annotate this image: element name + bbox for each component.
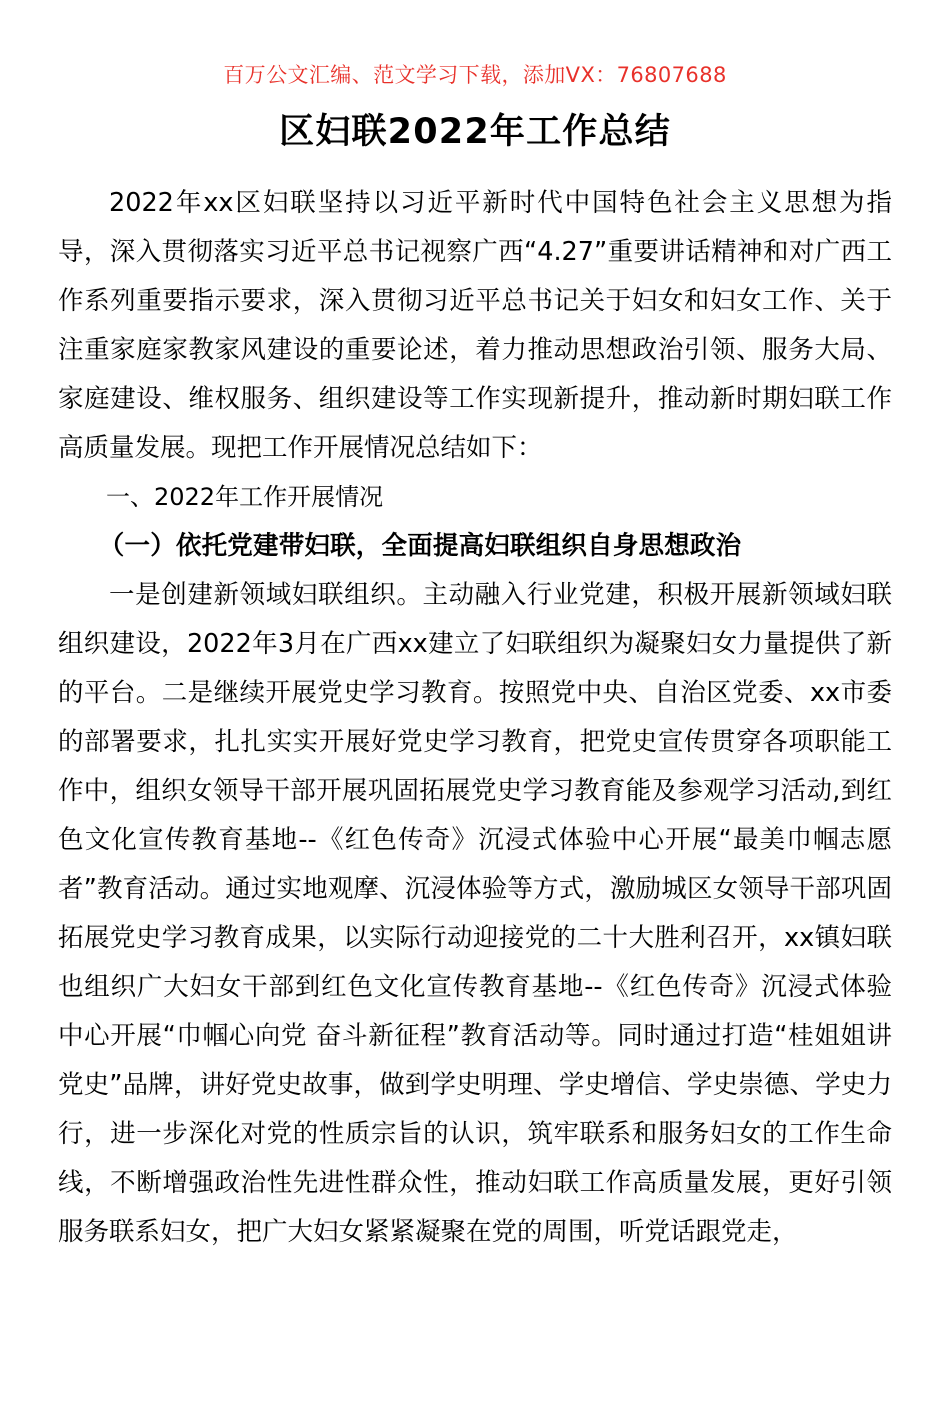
document-page — [0, 62, 950, 1406]
promo-banner: 百万公文汇编、范文学习下载，添加VX：76807688 — [223, 63, 727, 87]
page-title: 区妇联2022年工作总结 — [279, 112, 671, 153]
paragraph-intro: 2022年xx区妇联坚持以习近平新时代中国特色社会主义思想为指导，深入贯彻落实习近平总书记视察广西“4.27”重要讲话精神和对广西工作系列重要指示要求，深入贯彻习近平总书记关于妇女和妇女工作、关于注重家庭家教家风建设的重要论述，着力推动思想政治引领、服务大局、家庭建设、维权服务、组织建设等工作实现新提升，推动新时期妇联工作高质量发展。现把工作开展情况总结如下： — [58, 188, 892, 464]
paragraph-section-one-body: 一是创建新领域妇联组织。主动融入行业党建，积极开展新领域妇联组织建设，2022年3月在广西xx建立了妇联组织为凝聚妇女力量提供了新的平台。二是继续开展党史学习教育。按照党中央、自治区党委、xx市委的部署要求，扎扎实实开展好党史学习教育，把党史宣传贯穿各项职能工作中，组织女领导干部开展巩固拓展党史学习教育能及参观学习活动,到红色文化宣传教育基地--《红色传奇》沉浸式体验中心开展“最美巾帼志愿者”教育活动。通过实地观摩、沉浸体验等方式，激励城区女领导干部巩固拓展党史学习教育成果，以实际行动迎接党的二十大胜利召开，xx镇妇联也组织广大妇女干部到红色文化宣传教育基地--《红色传奇》沉浸式体验中心开展“巾帼心向党 奋斗新征程”教育活动等。同时通过打造“桂姐姐讲党史”品牌，讲好党史故事，做到学史明理、学史增信、学史崇德、学史力行，进一步深化对党的性质宗旨的认识，筑牢联系和服务妇女的工作生命线，不断增强政治性先进性群众性，推动妇联工作高质量发展，更好引领服务联系妇女，把广大妇女紧紧凝聚在党的周围，听党话跟党走， — [58, 580, 892, 1248]
document-body — [50, 179, 900, 1257]
section-heading-level-2: （一）依托党建带妇联，全面提高妇联组织自身思想政治 — [98, 531, 742, 562]
section-heading-level-1: 一、2022年工作开展情况 — [106, 483, 384, 512]
